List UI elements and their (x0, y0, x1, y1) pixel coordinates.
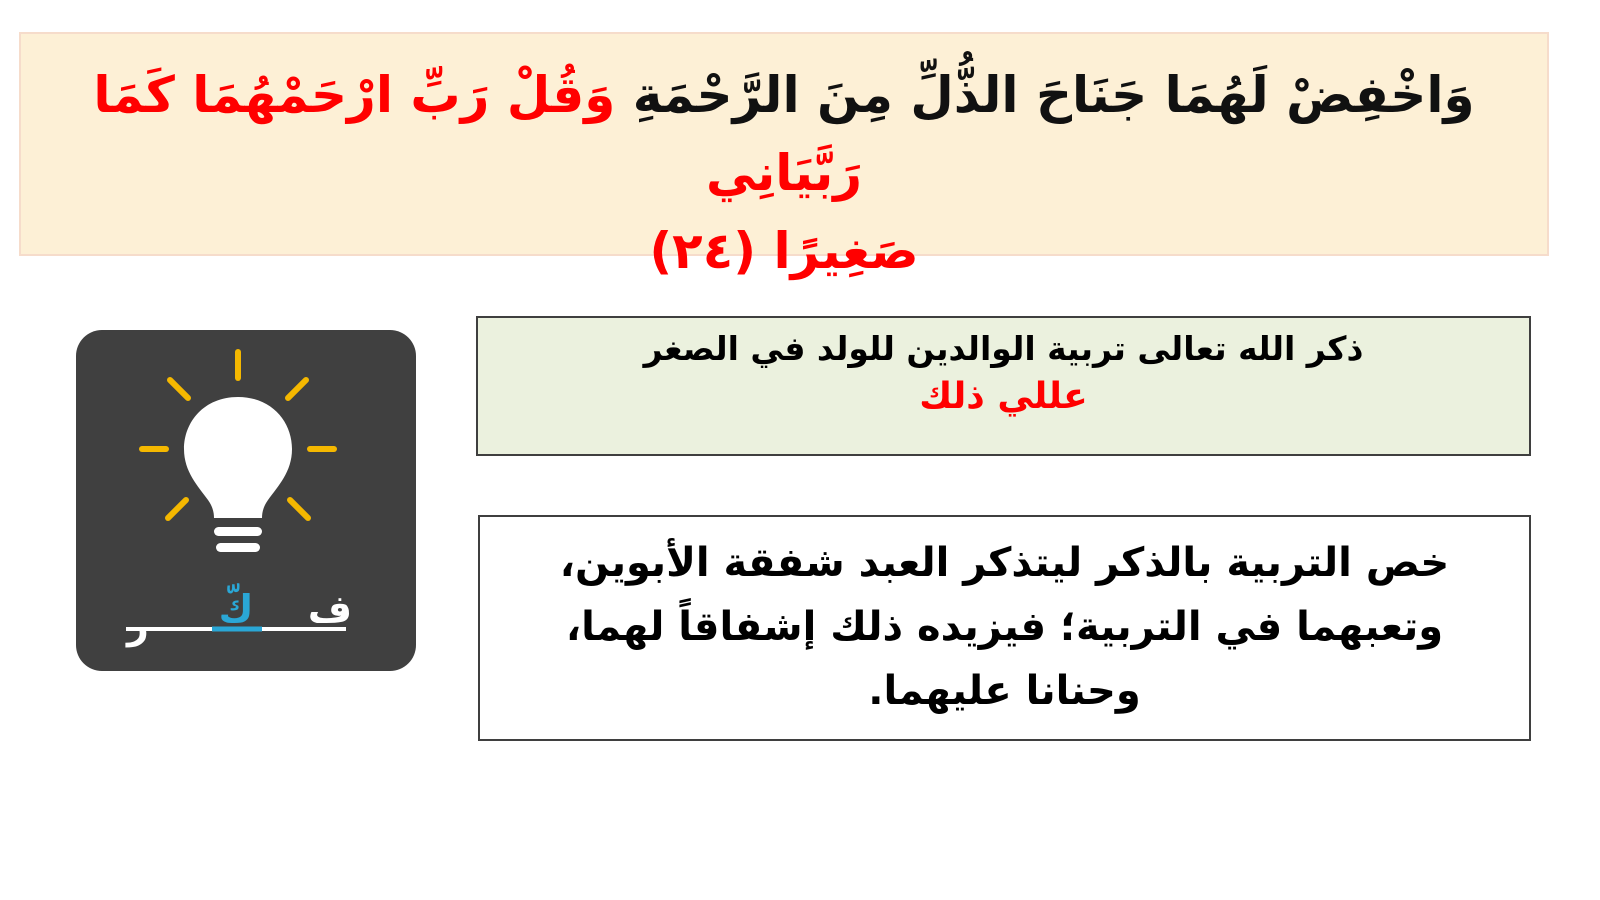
answer-box (478, 515, 1531, 741)
label-letter-ra: ر (127, 603, 149, 647)
question-prompt: عللي ذلك (919, 376, 1088, 417)
ray-top-left (170, 380, 188, 398)
verse-text (39, 56, 1529, 290)
think-card (76, 330, 416, 671)
answer-text: خص التربية بالذكر ليتذكر العبد شفقة الأبوين، وتعبهما في التربية؛ فيزيده ذلك إشفاقاً لهما، وحنانا عليهما. (559, 540, 1450, 714)
ray-bottom-left (168, 500, 186, 518)
lightbulb-icon (76, 330, 416, 671)
ray-bottom-right (290, 500, 308, 518)
bulb-base-1 (214, 527, 262, 536)
ray-top-right (288, 380, 306, 398)
verse-part-red: وَقُلْ رَبِّ ارْحَمْهُمَا كَمَا رَبَّيَانِي (93, 66, 863, 202)
verse-part-red-end: صَغِيرًا (٢٤) (649, 222, 919, 280)
bulb-base-2 (216, 543, 260, 552)
label-letter-kaf: كّ (218, 587, 254, 631)
label-letter-fa: ف (307, 587, 353, 631)
bulb-glass (184, 397, 292, 518)
question-statement: ذكر الله تعالى تربية الوالدين للولد في الصغر (643, 329, 1364, 368)
verse-box (19, 32, 1549, 280)
question-box (476, 316, 1531, 456)
verse-part-black: وَاخْفِضْ لَهُمَا جَنَاحَ الذُّلِّ مِنَ الرَّحْمَةِ (632, 66, 1475, 124)
